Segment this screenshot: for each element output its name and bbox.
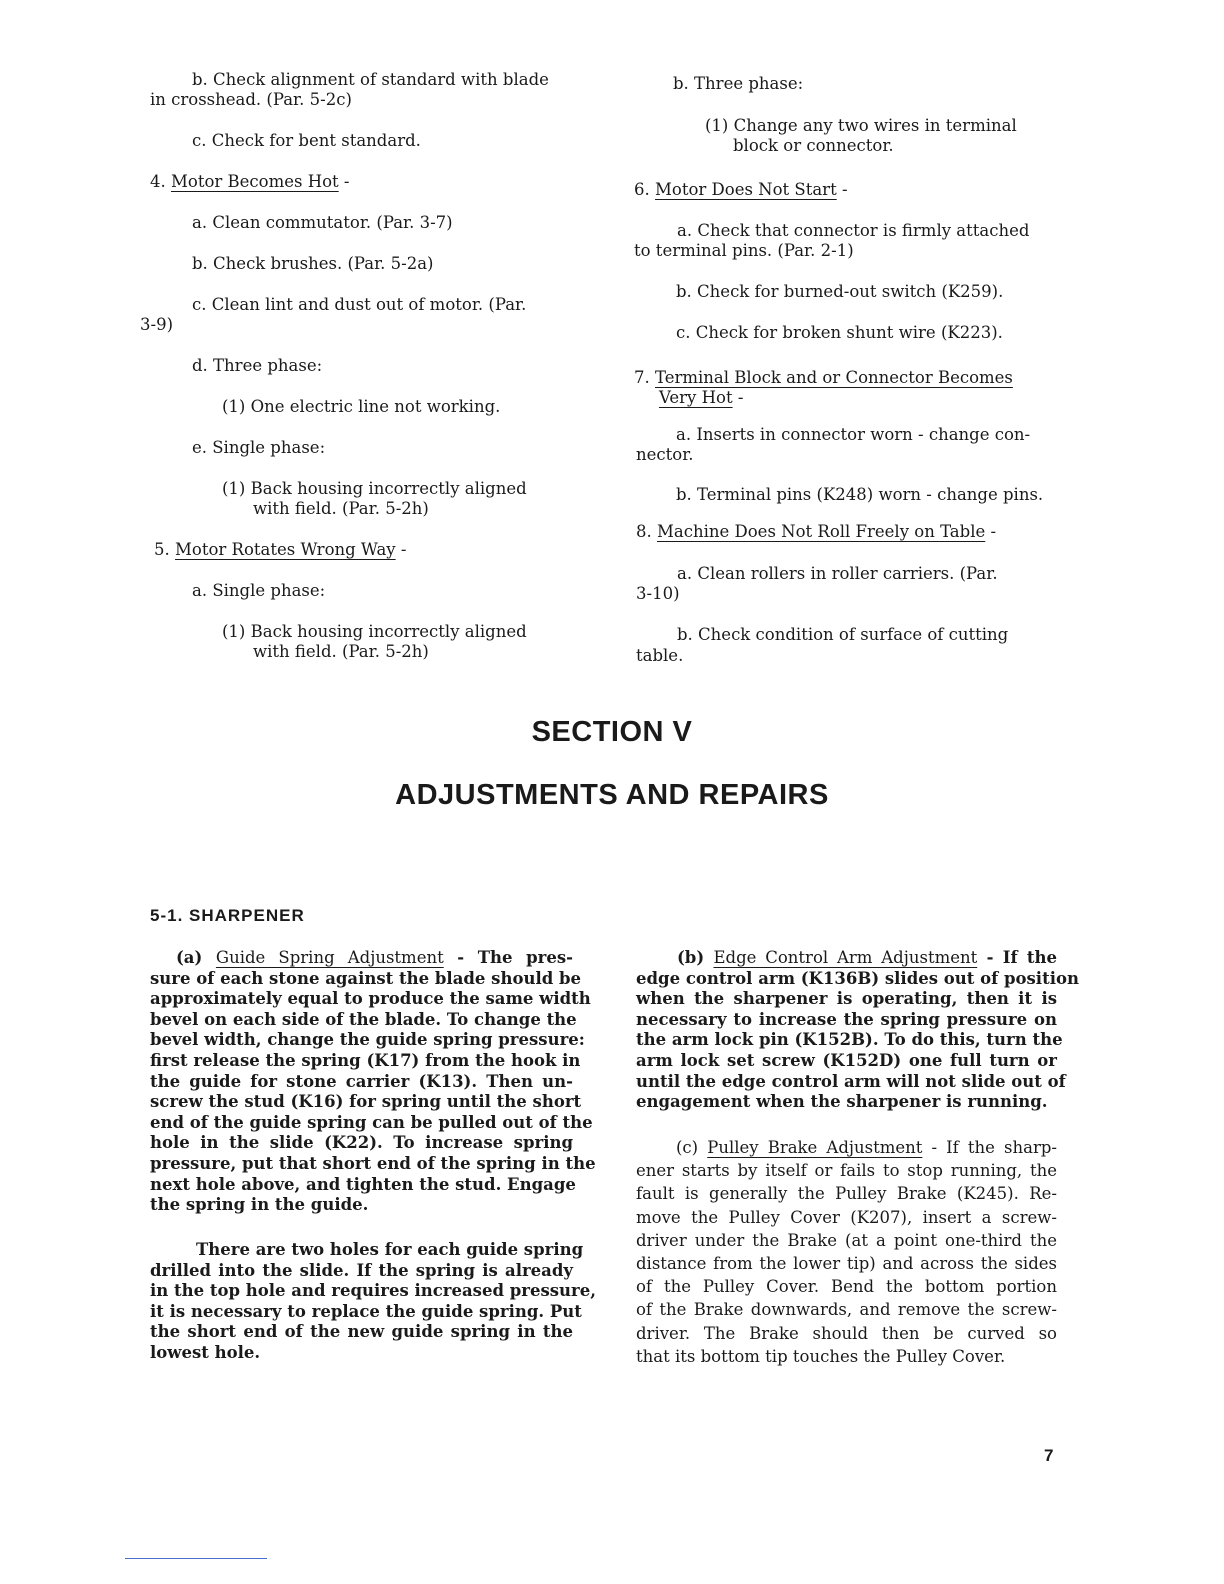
paragraph-text: fault is generally the Pulley Brake (K245). Re-	[636, 1184, 1057, 1204]
paragraph-text: driver. The Brake should then be curved so	[636, 1323, 1057, 1343]
list-item	[676, 323, 1003, 343]
footer-rule	[125, 1558, 267, 1559]
list-item	[192, 213, 453, 233]
list-item-text: e. Single phase:	[192, 438, 326, 457]
list-item-text: a. Single phase:	[192, 581, 326, 600]
paragraph-text: - The pres-	[443, 948, 573, 967]
paragraph-text: There are two holes for each guide spring	[196, 1240, 584, 1259]
paragraph-line	[636, 1206, 1057, 1229]
list-item	[192, 295, 526, 315]
list-item	[634, 180, 848, 200]
list-item	[677, 625, 1008, 645]
list-item-text: 3-10)	[636, 584, 680, 603]
paragraph-line	[150, 989, 591, 1010]
paragraph-line	[636, 1252, 1057, 1275]
list-item-text: (1) Back housing incorrectly aligned	[222, 479, 527, 498]
list-item	[154, 540, 406, 560]
list-item-text: c. Check for broken shunt wire (K223).	[676, 323, 1003, 342]
list-item	[192, 438, 325, 458]
list-item-text: b. Check for burned-out switch (K259).	[676, 282, 1004, 301]
paragraph-line	[150, 1301, 582, 1323]
paragraph-line	[150, 1240, 584, 1261]
list-item-suffix: -	[338, 172, 350, 191]
paragraph-line	[150, 948, 573, 969]
list-item-text: (1) One electric line not working.	[222, 397, 501, 416]
list-item-text: 8.	[636, 522, 657, 541]
list-item	[636, 445, 694, 465]
paragraph-line	[150, 1072, 573, 1093]
list-item-heading: Motor Rotates Wrong Way	[175, 540, 396, 559]
list-item-text: a. Check that connector is firmly attached	[677, 221, 1030, 240]
list-item-heading: Terminal Block and or Connector Becomes	[655, 368, 1013, 387]
paragraph-text: in the top hole and requires increased pressure,	[150, 1281, 596, 1301]
paragraph-line	[636, 948, 1057, 969]
paragraph-text: of the Brake downwards, and remove the screw-	[636, 1300, 1057, 1320]
paragraph-text: of the Pulley Cover. Bend the bottom portion	[636, 1277, 1057, 1297]
guide-spring-paragraph	[150, 948, 596, 1216]
list-item	[705, 116, 1017, 136]
list-item	[733, 136, 894, 156]
paragraph-title: Pulley Brake Adjustment	[707, 1138, 923, 1157]
paragraph-line	[636, 1229, 1057, 1252]
list-item-text: in crosshead. (Par. 5-2c)	[150, 90, 352, 109]
paragraph-lead: (a)	[176, 948, 216, 967]
section-subtitle: ADJUSTMENTS AND REPAIRS	[395, 779, 829, 811]
list-item	[150, 172, 350, 192]
paragraph-line	[150, 1133, 573, 1154]
list-item-text: 4.	[150, 172, 171, 191]
paragraph-line	[636, 1275, 1057, 1298]
list-item-suffix: -	[985, 522, 997, 541]
paragraph-text: screw the stud (K16) for spring until the short	[150, 1092, 582, 1112]
list-item-suffix: -	[395, 540, 407, 559]
paragraph-text: the short end of the new guide spring in the	[150, 1322, 573, 1342]
paragraph-text: drilled into the slide. If the spring is already	[150, 1260, 573, 1280]
paragraph-line	[150, 1153, 596, 1175]
paragraph-text: that its bottom tip touches the Pulley Cover.	[636, 1346, 1006, 1366]
paragraph-text: move the Pulley Cover (K207), insert a screw-	[636, 1207, 1057, 1227]
list-item	[634, 241, 854, 261]
paragraph-text: bevel on each side of the blade. To change the	[150, 1009, 577, 1029]
list-item	[192, 254, 434, 274]
paragraph-text: arm lock set screw (K152D) one full turn or	[636, 1050, 1057, 1070]
list-item-suffix: -	[732, 388, 744, 407]
list-item	[140, 315, 173, 335]
list-item	[222, 479, 527, 499]
list-item-text: nector.	[636, 445, 694, 464]
paragraph-line	[636, 1159, 1057, 1182]
list-item	[192, 356, 322, 376]
paragraph-text: bevel width, change the guide spring pressure:	[150, 1030, 585, 1050]
list-item-text: a. Clean rollers in roller carriers. (Par.	[677, 564, 998, 583]
list-item	[253, 499, 429, 519]
list-item-text: 7.	[634, 368, 655, 387]
paragraph-line	[636, 1345, 1057, 1368]
paragraph-line	[150, 1261, 573, 1282]
paragraph-text: - If the sharp-	[922, 1138, 1057, 1157]
list-item-text: with field. (Par. 5-2h)	[253, 642, 429, 661]
paragraph-text: ener starts by itself or fails to stop running, the	[636, 1161, 1057, 1181]
list-item-text: to terminal pins. (Par. 2-1)	[634, 241, 854, 260]
list-item-heading: Machine Does Not Roll Freely on Table	[657, 522, 986, 541]
list-item	[222, 397, 500, 417]
list-item-text: 3-9)	[140, 315, 174, 334]
paragraph-line	[636, 1092, 1057, 1113]
paragraph-text: until the edge control arm will not slide out of	[636, 1071, 1066, 1091]
paragraph-line	[150, 1281, 596, 1302]
list-item-heading: Motor Does Not Start	[655, 180, 837, 199]
list-item-text: b. Check brushes. (Par. 5-2a)	[192, 254, 434, 273]
list-item	[636, 584, 680, 604]
paragraph-line	[150, 1322, 573, 1343]
paragraph-line	[150, 1009, 577, 1031]
paragraph-text: the arm lock pin (K152B). To do this, turn the	[636, 1030, 1063, 1050]
paragraph-line	[636, 968, 1079, 990]
list-item-text: (1) Back housing incorrectly aligned	[222, 622, 527, 641]
paragraph-text: pressure, put that short end of the spring in the	[150, 1153, 596, 1173]
paragraph-line	[150, 1092, 582, 1113]
paragraph-text: approximately equal to produce the same width	[150, 989, 591, 1009]
paragraph-line	[636, 989, 1057, 1010]
list-item	[222, 622, 527, 642]
paragraph-text: next hole above, and tighten the stud. Engage	[150, 1174, 576, 1194]
paragraph-text: the guide for stone carrier (K13). Then un-	[150, 1071, 573, 1091]
paragraph-text: end of the guide spring can be pulled out of the	[150, 1112, 593, 1132]
list-item-text: d. Three phase:	[192, 356, 323, 375]
list-item-text: 6.	[634, 180, 655, 199]
list-item-suffix: -	[836, 180, 848, 199]
paragraph-line	[636, 1298, 1057, 1321]
paragraph-text: the spring in the guide.	[150, 1195, 369, 1215]
section-title: SECTION V	[531, 716, 693, 748]
paragraph-line	[150, 1050, 581, 1072]
list-item	[676, 485, 1043, 505]
guide-spring-holes-paragraph	[150, 1240, 596, 1364]
paragraph-line	[636, 1010, 1057, 1031]
paragraph-lead: (b)	[677, 948, 714, 967]
paragraph-text: edge control arm (K136B) slides out of position	[636, 968, 1079, 988]
list-item	[676, 425, 1030, 445]
list-item-text: a. Clean commutator. (Par. 3-7)	[192, 213, 453, 232]
list-item-text: b. Terminal pins (K248) worn - change pins.	[676, 485, 1044, 504]
paragraph-text: driver under the Brake (at a point one-third the	[636, 1230, 1057, 1250]
list-item-text: (1) Change any two wires in terminal	[705, 116, 1017, 135]
list-item	[677, 221, 1029, 241]
list-item-text: block or connector.	[733, 136, 894, 155]
paragraph-text: distance from the lower tip) and across the sides	[636, 1254, 1057, 1274]
list-item	[659, 388, 743, 408]
paragraph-line	[150, 1343, 573, 1364]
list-item-text: with field. (Par. 5-2h)	[253, 499, 429, 518]
list-item	[150, 90, 352, 110]
list-item-text: c. Clean lint and dust out of motor. (Par.	[192, 295, 527, 314]
paragraph-text: lowest hole.	[150, 1342, 261, 1362]
paragraph-line	[150, 1030, 585, 1051]
list-item-heading: Very Hot	[659, 388, 733, 407]
paragraph-text: sure of each stone against the blade should be	[150, 968, 582, 988]
paragraph-line	[150, 1112, 593, 1134]
list-item	[634, 368, 1013, 388]
list-item	[192, 70, 549, 90]
list-item	[676, 282, 1003, 302]
list-item	[677, 564, 998, 584]
page-number: 7	[1044, 1446, 1054, 1465]
paragraph-line	[636, 1322, 1057, 1345]
list-item	[253, 642, 429, 662]
list-item-text: c. Check for bent standard.	[192, 131, 421, 150]
list-item	[636, 646, 683, 666]
paragraph-title: Guide Spring Adjustment	[215, 948, 444, 967]
paragraph-text: hole in the slide (K22). To increase spring	[150, 1133, 573, 1153]
list-item-text: b. Check condition of surface of cutting	[677, 625, 1009, 644]
list-item	[192, 581, 325, 601]
edge-control-arm-paragraph	[636, 948, 1079, 1113]
paragraph-line	[150, 1174, 576, 1196]
paragraph-line	[636, 1071, 1066, 1093]
paragraph-text: engagement when the sharpener is running.	[636, 1092, 1048, 1112]
paragraph-line	[150, 968, 582, 990]
paragraph-text: when the sharpener is operating, then it is	[636, 989, 1057, 1009]
paragraph-line	[636, 1182, 1057, 1205]
paragraph-lead: (c)	[676, 1138, 708, 1157]
list-item	[636, 522, 996, 542]
list-item-text: 5.	[154, 540, 175, 559]
list-item-text: b. Three phase:	[673, 74, 804, 93]
list-item	[673, 74, 803, 94]
paragraph-text: first release the spring (K17) from the hook in	[150, 1050, 581, 1070]
paragraph-line	[636, 1051, 1057, 1072]
paragraph-text: - If the	[977, 948, 1057, 967]
paragraph-text: it is necessary to replace the guide spring. Put	[150, 1301, 582, 1321]
subsection-heading: 5-1. SHARPENER	[150, 906, 305, 925]
paragraph-line	[636, 1136, 1057, 1159]
paragraph-line	[636, 1030, 1063, 1051]
pulley-brake-paragraph	[636, 1136, 1057, 1368]
list-item-text: b. Check alignment of standard with blade	[192, 70, 549, 89]
list-item	[192, 131, 421, 151]
list-item-heading: Motor Becomes Hot	[171, 172, 339, 191]
paragraph-title: Edge Control Arm Adjustment	[713, 948, 978, 967]
paragraph-text: necessary to increase the spring pressure on	[636, 1009, 1057, 1029]
list-item-text: table.	[636, 646, 684, 665]
list-item-text: a. Inserts in connector worn - change con-	[676, 425, 1031, 444]
paragraph-line	[150, 1195, 573, 1216]
